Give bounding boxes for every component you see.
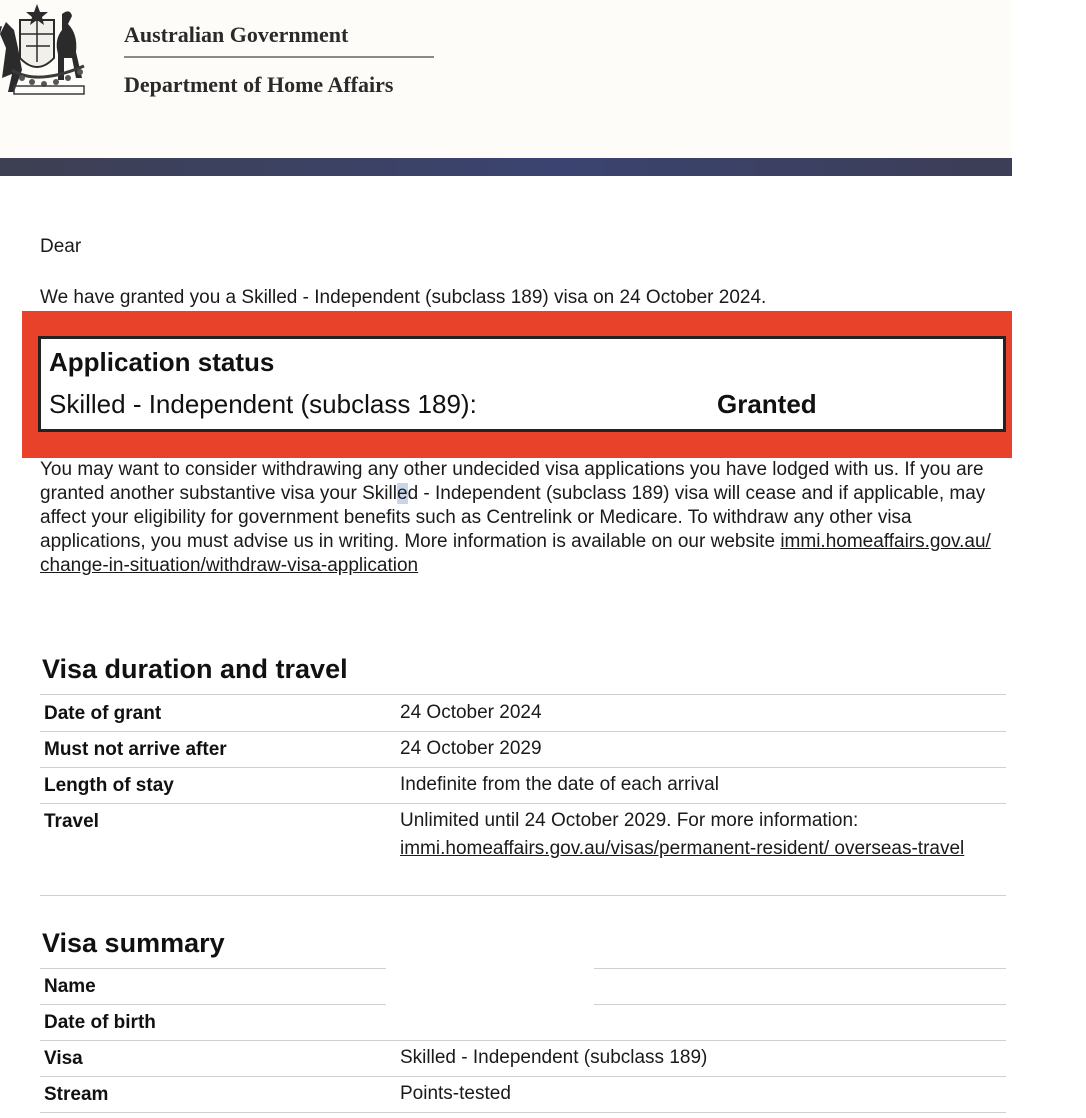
status-title: Application status	[49, 347, 275, 377]
row-label-length-of-stay: Length of stay	[44, 775, 174, 796]
row-value-travel	[400, 807, 980, 863]
table-rule	[40, 803, 1006, 804]
department-name: Department of Home Affairs	[124, 72, 394, 97]
text-selection: e	[396, 483, 408, 504]
row-label-travel: Travel	[44, 811, 99, 832]
advice-text-a: You may want to consider withdrawing any other undecided visa applications you have lodged with us. If you are granted another substantive visa your Skill	[40, 459, 984, 504]
row-label-date-of-grant: Date of grant	[44, 703, 162, 724]
table-rule	[40, 1076, 1006, 1077]
advice-text-b: d - Independent (subclass 189) visa will cease and if applicable, may affect your eligibility for government benefits such as Centrelink or Medicare. To withdraw any other visa applications, you must advise us in writing. More information is available on our website	[40, 483, 986, 552]
table-rule	[40, 968, 386, 969]
overseas-travel-link[interactable]: immi.homeaffairs.gov.au/visas/permanent-resident/ overseas-travel	[400, 838, 965, 859]
row-value-date-of-grant: 24 October 2024	[400, 702, 542, 723]
table-rule	[40, 767, 1006, 768]
letterhead	[0, 0, 1012, 158]
row-label-visa: Visa	[44, 1048, 83, 1069]
withdrawal-advice	[40, 458, 1000, 578]
header-divider	[124, 56, 434, 58]
row-value-visa: Skilled - Independent (subclass 189)	[400, 1047, 708, 1068]
duration-section-title: Visa duration and travel	[42, 654, 348, 684]
withdraw-application-link[interactable]: immi.homeaffairs.gov.au/ change-in-situation/withdraw-visa-application	[40, 531, 991, 576]
summary-section-title: Visa summary	[42, 928, 225, 958]
row-value-must-not-arrive-after: 24 October 2029	[400, 738, 542, 759]
coat-of-arms-icon	[0, 0, 110, 100]
row-label-date-of-birth: Date of birth	[44, 1012, 156, 1033]
row-value-stream: Points-tested	[400, 1083, 511, 1104]
table-rule	[40, 694, 1006, 695]
table-rule	[40, 895, 1006, 896]
table-rule	[40, 1040, 1006, 1041]
table-rule	[594, 968, 1006, 969]
government-name: Australian Government	[124, 22, 349, 47]
table-rule	[40, 1004, 386, 1005]
travel-text: Unlimited until 24 October 2029. For more information:	[400, 810, 859, 831]
status-value: Granted	[717, 389, 817, 419]
table-rule	[40, 1112, 1006, 1113]
table-rule	[594, 1004, 1006, 1005]
grant-statement: We have granted you a Skilled - Independent (subclass 189) visa on 24 October 2024.	[40, 287, 767, 308]
table-rule	[40, 731, 1006, 732]
row-label-name: Name	[44, 976, 96, 997]
application-status-box	[38, 336, 1006, 432]
row-label-must-not-arrive-after: Must not arrive after	[44, 739, 227, 760]
salutation: Dear	[40, 236, 82, 257]
status-label: Skilled - Independent (subclass 189):	[49, 389, 477, 419]
header-band	[0, 158, 1012, 176]
row-label-stream: Stream	[44, 1084, 109, 1105]
row-value-length-of-stay: Indefinite from the date of each arrival	[400, 774, 719, 795]
